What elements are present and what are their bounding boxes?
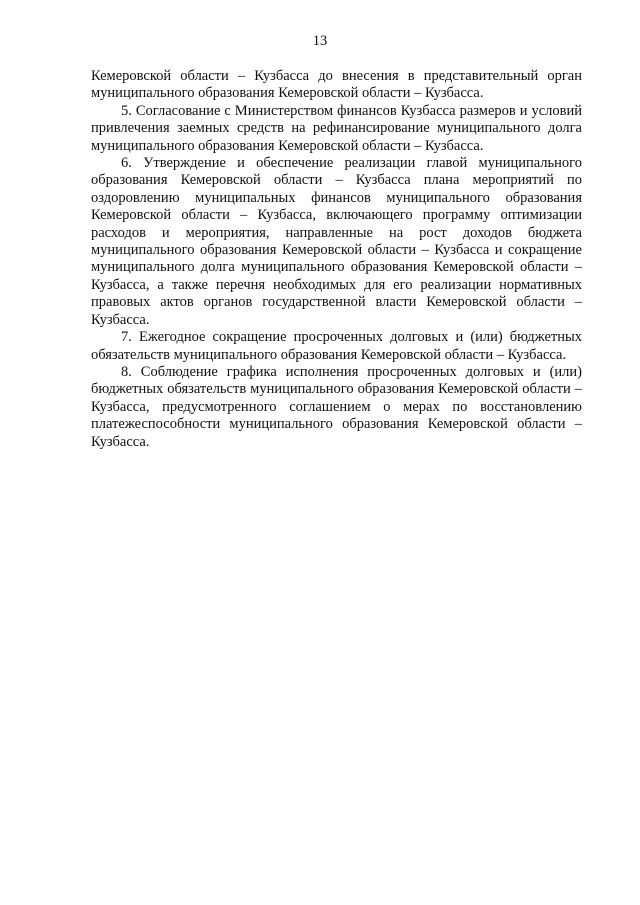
paragraph-item-7: 7. Ежегодное сокращение просроченных долговых и (или) бюджетных обязательств муниципального образования Кемеровской области – Кузбасса. [91,329,582,363]
document-body [91,68,582,451]
page-number: 13 [312,33,328,49]
paragraph-continuation: Кемеровской области – Кузбасса до внесения в представительный орган муниципального образования Кемеровской области – Кузбасса. [91,68,582,102]
paragraph-item-6: 6. Утверждение и обеспечение реализации главой муниципального образования Кемеровской области – Кузбасса плана мероприятий по оздоровлению муниципальных финансов муниципального образования Кемеровской области – Кузбасса, включающего программу оптимизации расходов и мероприятия, направленные на рост доходов бюджета муниципального образования Кемеровской области – Кузбасса и сокращение муниципального долга муниципального образования Кемеровской области – Кузбасса, а также перечня необходимых для его реализации нормативных правовых актов органов государственной власти Кемеровской области – Кузбасса. [91,155,582,328]
paragraph-item-5: 5. Согласование с Министерством финансов Кузбасса размеров и условий привлечения заемных средств на рефинансирование муниципального долга муниципального образования Кемеровской области – Кузбасса. [91,102,582,154]
paragraph-item-8: 8. Соблюдение графика исполнения просроченных долговых и (или) бюджетных обязательств муниципального образования Кемеровской области – Кузбасса, предусмотренного соглашением о мерах по восстановлению платежеспособности муниципального образования Кемеровской области – Кузбасса. [91,363,582,450]
